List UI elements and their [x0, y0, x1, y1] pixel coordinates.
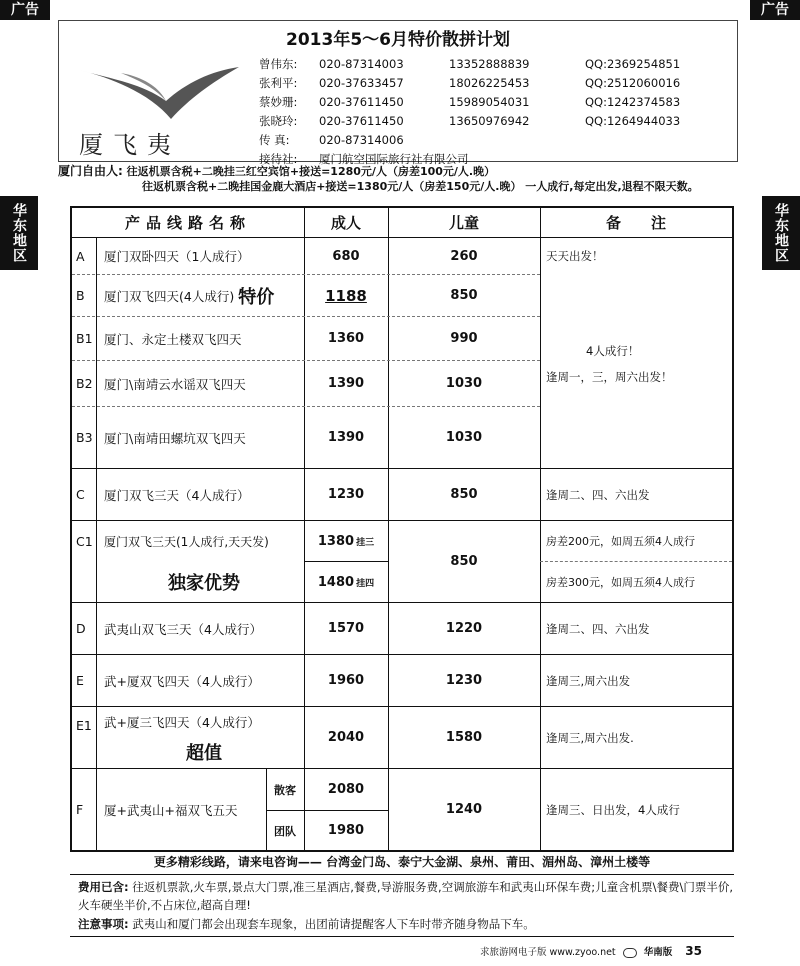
adult-price: 1380	[317, 533, 355, 549]
agency-row: 接待社: 厦门航空国际旅行社有限公司	[259, 152, 469, 166]
page-number: 35	[685, 944, 702, 958]
footer-text: 求旅游网电子版 www.zyoo.net	[480, 947, 616, 958]
adult-price: 680	[332, 248, 360, 264]
header-note: 备 注	[605, 214, 666, 232]
note-2: 房差300元，如周五须4人成行	[546, 576, 695, 589]
fax-row: 传 真: 020-87314006	[259, 133, 404, 147]
child-price: 1220	[445, 621, 483, 636]
header-route: 产品线路名称	[124, 214, 251, 232]
badge-exclusive: 独家优势	[168, 572, 240, 594]
page-title: 2013年5～6月特价散拼计划	[286, 30, 510, 50]
fee-text: 往返机票款,火车票,景点大门票,准三星酒店,餐费,导游服务费,空调旅游车和武夷山环保车费;儿童含机票\餐费\门票半价,火车硬坐半价,不占床位,超高自理!	[78, 880, 733, 912]
ad-tag-left: 广告	[0, 0, 50, 20]
footer-region: 华南版	[643, 947, 673, 958]
adult-price-tag: 挂三	[356, 537, 375, 548]
badge-special: 特价	[238, 286, 275, 308]
promo-line-2: 往返机票含税+二晚挂国金鹿大酒店+接送=1380元/人（房差150元/人.晚） 一人成行,每定出发,退程不限天数。	[142, 180, 699, 193]
row-code: C	[76, 487, 85, 502]
note: 天天出发！	[546, 249, 604, 263]
notice-label: 注意事项:	[78, 917, 129, 931]
price-table	[70, 206, 734, 852]
route-name: 厦门、永定土楼双飞四天	[104, 331, 242, 347]
contact-list	[259, 55, 680, 169]
footer	[480, 944, 702, 958]
group-note: 4人成行！ 逢周一，三，周六出发！	[546, 344, 673, 384]
notice-section	[70, 915, 734, 933]
route-name: 武夷山双飞三天（4人成行）	[104, 621, 262, 637]
fee-section	[70, 878, 734, 914]
contact-row: 张利平: 020-37633457 18026225453 QQ:2512060016	[259, 76, 681, 90]
promo-label: 厦门自由人:	[58, 164, 123, 178]
notice-text: 武夷山和厦门都会出现套车现象，出团前请提醒客人下车时带齐随身物品下车。	[132, 917, 535, 931]
child-price: 1230	[445, 673, 483, 688]
row-code: A	[76, 248, 85, 264]
adult-price: 2080	[327, 782, 365, 797]
logo	[71, 61, 276, 173]
child-price: 260	[450, 248, 478, 264]
row-code: C1	[76, 533, 93, 549]
route-name: 厦门\南靖云水谣双飞四天	[104, 376, 246, 392]
route-name: 厦门双卧四天（1人成行）	[104, 249, 250, 264]
row-code: E1	[76, 717, 92, 733]
logo-text: 厦飞夷	[79, 131, 181, 159]
child-price: 1030	[445, 430, 483, 445]
row-code: B	[76, 288, 85, 303]
note: 房差200元，如周五须4人成行	[546, 535, 695, 548]
adult-price-2-tag: 挂四	[356, 578, 375, 589]
adult-price: 1188	[325, 286, 367, 305]
note: 逢周三,周六出发.	[546, 730, 634, 745]
header-child: 儿童	[448, 214, 479, 232]
badge-value: 超值	[186, 743, 222, 764]
row-code: B2	[76, 376, 93, 391]
side-label-left: 华东地区	[0, 196, 38, 270]
adult-price: 2040	[327, 730, 365, 745]
adult-price: 1960	[327, 673, 365, 688]
route-name: 厦门双飞三天(1人成行,天天发)	[104, 534, 269, 549]
sub-label-individual: 散客	[274, 783, 296, 797]
route-name: 武+厦三飞四天（4人成行）	[104, 715, 260, 730]
promo-line-1: 往返机票含税+二晚挂三红空宾馆+接送=1280元/人（房差100元/人.晚）	[126, 165, 496, 178]
ad-tag-right: 广告	[750, 0, 800, 20]
more-routes: 更多精彩线路，请来电咨询—— 台湾金门岛、泰宁大金湖、泉州、莆田、湄州岛、漳州土楼等	[153, 855, 651, 869]
child-price: 850	[450, 554, 478, 569]
row-code: E	[76, 673, 84, 688]
side-label-right: 华东地区	[762, 196, 800, 270]
note: 逢周三,周六出发	[546, 673, 631, 688]
header-box	[58, 20, 738, 166]
child-price: 850	[450, 487, 478, 502]
note: 逢周二、四、六出发	[546, 487, 650, 502]
adult-price-2: 1480	[317, 574, 355, 590]
route-name: 厦门双飞四天(4人成行)	[104, 288, 235, 304]
fee-label: 费用已含:	[78, 880, 129, 894]
note: 逢周二、四、六出发	[546, 621, 650, 636]
adult-price-2: 1980	[327, 823, 365, 838]
row-code: B3	[76, 430, 93, 445]
child-price: 990	[450, 331, 478, 346]
child-price: 1240	[445, 802, 483, 817]
promo-section	[58, 164, 748, 194]
child-price: 1030	[445, 376, 483, 391]
adult-price: 1390	[327, 376, 365, 391]
adult-price: 1570	[327, 621, 365, 636]
row-code: F	[76, 802, 84, 817]
row-code: B1	[76, 331, 93, 346]
footer-logo-icon	[623, 948, 637, 958]
sub-label-group: 团队	[274, 824, 296, 838]
route-name: 厦+武夷山+福双飞五天	[104, 802, 238, 818]
route-name: 厦门\南靖田螺坑双飞四天	[104, 430, 246, 446]
route-name: 厦门双飞三天（4人成行）	[104, 487, 250, 503]
note: 逢周三、日出发，4人成行	[546, 802, 680, 817]
adult-price: 1360	[327, 331, 365, 346]
adult-price: 1230	[327, 487, 365, 502]
adult-price: 1390	[327, 430, 365, 445]
child-price: 1580	[445, 730, 483, 745]
header-adult: 成人	[330, 214, 361, 232]
logo-wing-icon	[71, 61, 241, 121]
contact-row: 曾伟东: 020-87314003 13352888839 QQ:2369254851	[259, 57, 681, 71]
route-name: 武+厦双飞四天（4人成行）	[104, 673, 260, 689]
child-price: 850	[450, 288, 478, 303]
contact-row: 蔡妙珊: 020-37611450 15989054031 QQ:1242374583	[259, 95, 681, 109]
row-code: D	[76, 621, 86, 636]
contact-row: 张晓玲: 020-37611450 13650976942 QQ:1264944033	[259, 114, 681, 128]
